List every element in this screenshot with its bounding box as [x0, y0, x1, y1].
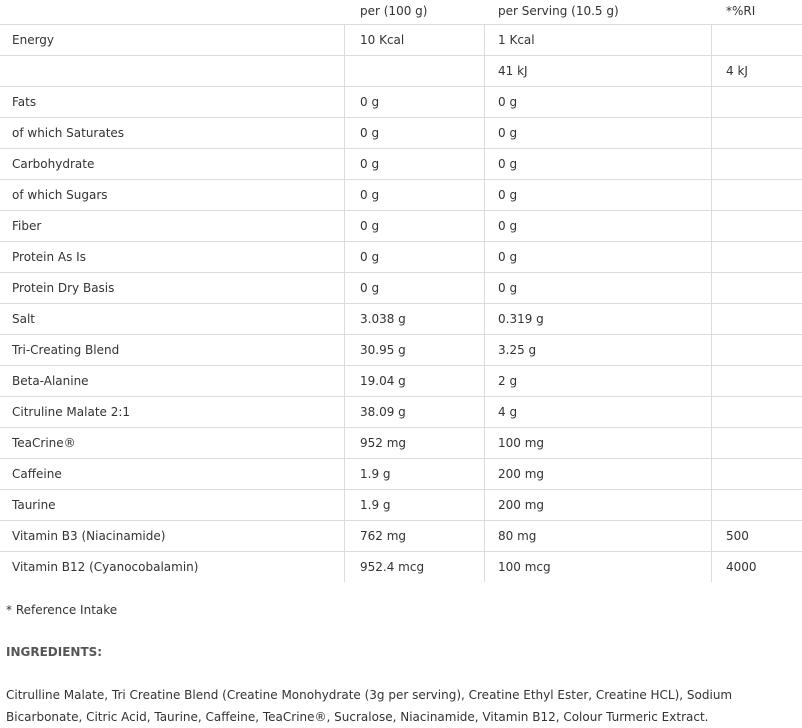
per-100g-value: 3.038 g — [360, 312, 406, 326]
per-100g-value: 1.9 g — [360, 498, 391, 512]
per-100g-value: 0 g — [360, 219, 380, 233]
ri-value: 500 — [726, 529, 749, 543]
table-row — [0, 334, 802, 365]
nutrient-name: Citruline Malate 2:1 — [12, 405, 131, 419]
per-100g-value: 0 g — [360, 250, 380, 264]
per-serving-value: 4 g — [498, 405, 518, 419]
header-ri: *%RI — [726, 4, 756, 18]
table-row — [0, 86, 802, 117]
per-100g-value: 0 g — [360, 95, 380, 109]
per-100g-value: 19.04 g — [360, 374, 406, 388]
table-row — [0, 396, 802, 427]
per-serving-value: 3.25 g — [498, 343, 537, 357]
nutrient-name: Vitamin B3 (Niacinamide) — [12, 529, 166, 543]
nutrient-name: of which Saturates — [12, 126, 125, 140]
nutrient-name: Fats — [12, 95, 37, 109]
ingredients-text: Citrulline Malate, Tri Creatine Blend (Creatine Monohydrate (3g per serving), Creatine Ethyl Ester, Creatine HCL), Sodium Bicarbonate, Citric Acid, Taurine, Caffeine, TeaCrine®, Sucralose, Niacinamide, Vitamin B12, Colour Turmeric Extract. — [6, 688, 733, 724]
per-serving-value: 0 g — [498, 219, 518, 233]
table-row — [0, 179, 802, 210]
per-serving-value: 0 g — [498, 281, 518, 295]
table-row — [0, 520, 802, 551]
nutrient-name: Caffeine — [12, 467, 62, 481]
per-serving-value: 41 kJ — [498, 64, 528, 78]
table-row — [0, 55, 802, 86]
per-100g-value: 0 g — [360, 188, 380, 202]
per-100g-value: 952.4 mcg — [360, 560, 425, 574]
nutrient-name: Vitamin B12 (Cyanocobalamin) — [12, 560, 199, 574]
footnote: * Reference Intake — [6, 603, 118, 617]
table-row — [0, 458, 802, 489]
per-serving-value: 100 mcg — [498, 560, 551, 574]
per-100g-value: 762 mg — [360, 529, 407, 543]
per-serving-value: 0 g — [498, 95, 518, 109]
per-100g-value: 30.95 g — [360, 343, 406, 357]
per-serving-value: 0 g — [498, 126, 518, 140]
per-serving-value: 1 Kcal — [498, 33, 535, 47]
table-row — [0, 210, 802, 241]
ri-value: 4 kJ — [726, 64, 748, 78]
per-serving-value: 0 g — [498, 250, 518, 264]
table-row — [0, 489, 802, 520]
per-100g-value: 10 Kcal — [360, 33, 405, 47]
ri-value: 4000 — [726, 560, 757, 574]
per-serving-value: 0 g — [498, 157, 518, 171]
nutrient-name: Protein Dry Basis — [12, 281, 115, 295]
ingredients-title: INGREDIENTS: — [6, 645, 103, 659]
per-100g-value: 0 g — [360, 281, 380, 295]
table-row — [0, 117, 802, 148]
per-serving-value: 0.319 g — [498, 312, 544, 326]
nutrient-name: Carbohydrate — [12, 157, 95, 171]
nutrient-name: Energy — [12, 33, 55, 47]
table-row — [0, 272, 802, 303]
per-serving-value: 100 mg — [498, 436, 545, 450]
per-100g-value: 38.09 g — [360, 405, 406, 419]
per-100g-value: 0 g — [360, 126, 380, 140]
table-row — [0, 551, 802, 582]
table-row — [0, 427, 802, 458]
nutrient-name: Taurine — [12, 498, 56, 512]
per-serving-value: 0 g — [498, 188, 518, 202]
table-row — [0, 365, 802, 396]
nutrient-name: Protein As Is — [12, 250, 86, 264]
header-per-serving: per Serving (10.5 g) — [498, 4, 619, 18]
table-row — [0, 148, 802, 179]
nutrient-name: of which Sugars — [12, 188, 108, 202]
table-row — [0, 241, 802, 272]
table-row — [0, 24, 802, 55]
per-serving-value: 200 mg — [498, 467, 545, 481]
per-serving-value: 80 mg — [498, 529, 537, 543]
header-per-100g: per (100 g) — [360, 4, 428, 18]
nutrient-name: Tri-Creating Blend — [12, 343, 120, 357]
per-100g-value: 1.9 g — [360, 467, 391, 481]
nutrient-name: Fiber — [12, 219, 42, 233]
per-100g-value: 952 mg — [360, 436, 407, 450]
per-100g-value: 0 g — [360, 157, 380, 171]
nutrient-name: Beta-Alanine — [12, 374, 89, 388]
nutrient-name: TeaCrine® — [12, 436, 76, 450]
per-serving-value: 2 g — [498, 374, 518, 388]
table-header-row — [0, 0, 802, 24]
table-row — [0, 303, 802, 334]
per-serving-value: 200 mg — [498, 498, 545, 512]
nutrient-name: Salt — [12, 312, 36, 326]
